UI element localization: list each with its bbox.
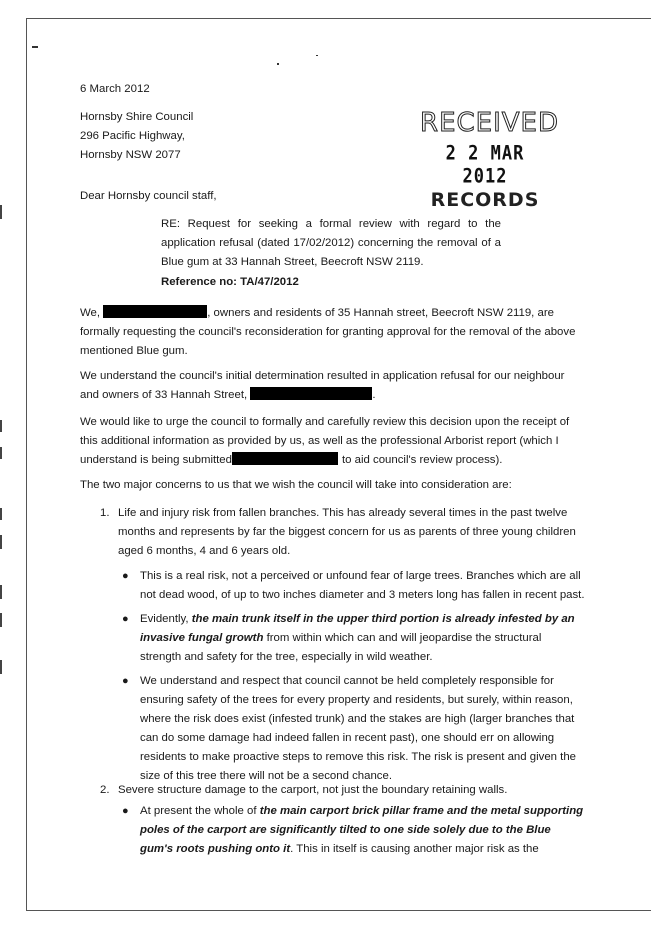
concern-2-number: 2.	[100, 784, 110, 796]
list-item	[118, 802, 585, 859]
scan-speck	[277, 63, 279, 65]
paragraph-1	[80, 304, 585, 361]
bullet-icon: ●	[122, 805, 129, 817]
paragraph-3	[80, 413, 585, 470]
scan-border-bottom	[26, 910, 651, 911]
redacted-submitter	[232, 452, 338, 465]
list-item	[118, 567, 585, 605]
paragraph-1-rest: , owners and residents of 35 Hannah street, Beecroft NSW 2119, are formally requesting the council's reconsideration for granting approval for the removal of the above mentioned Blue gum.	[80, 307, 576, 357]
paragraph-2-start: We understand the council's initial determination resulted in application refusal for our neighbour and owners of 33 Hannah Street,	[80, 370, 565, 401]
concern-1-number: 1.	[100, 507, 110, 519]
concern-1-text: Life and injury risk from fallen branches. This has already several times in the past twelve months and represents by far the biggest concern for us as parents of three young children aged 6 months, 4 and 6 years old.	[118, 507, 576, 557]
concern-1	[80, 504, 585, 791]
bullet-text: from within which can and will jeopardise the structural strength and safety for the tree, especially in wild weather.	[140, 632, 542, 663]
bullet-text: We understand and respect that council cannot be held completely responsible for ensuring safety of the trees for every property and residents, but surely, within reason, where the risk does exist (infested trunk) and the stakes are high (larger branches that can do some damage had indeed fallen in recent past), one should err on allowing residents to make proactive steps to remove this risk. The risk is present and given the size of this tree there will not be a second chance.	[140, 675, 576, 782]
bullet-icon: ●	[122, 613, 129, 625]
scan-speck	[316, 55, 318, 56]
paragraph-2	[80, 367, 585, 405]
paragraph-3-end: to aid council's review process).	[341, 454, 503, 466]
recipient-line-2: 296 Pacific Highway,	[80, 130, 185, 142]
scan-border-top	[26, 18, 651, 19]
bullet-emphasis: the main trunk itself in the upper third portion is already infested by an invasive fungal growth	[140, 613, 575, 644]
list-item	[118, 672, 585, 786]
stamp-records-text: RECORDS	[430, 189, 540, 211]
letter-date: 6 March 2012	[80, 83, 150, 95]
recipient-line-3: Hornsby NSW 2077	[80, 149, 181, 161]
list-item	[80, 781, 585, 859]
concern-2-text: Severe structure damage to the carport, not just the boundary retaining walls.	[118, 784, 508, 796]
stamp-received-text: RECEIVED	[420, 108, 559, 138]
concern-2-bullets	[118, 802, 585, 859]
stamp-date-text: 2 2 MAR 2012	[445, 142, 525, 188]
bullet-text: . This in itself is causing another major risk as the	[290, 843, 539, 855]
paragraph-4: The two major concerns to us that we wish the council will take into consideration are:	[80, 479, 512, 491]
reference-number: Reference no: TA/47/2012	[161, 276, 299, 288]
subject-line: RE: Request for seeking a formal review with regard to the application refusal (dated 17/02/2012) concerning the removal of a Blue gum at 33 Hannah Street, Beecroft NSW 2119.	[161, 218, 501, 268]
bullet-text: This is a real risk, not a perceived or unfound fear of large trees. Branches which are all not dead wood, of up to two inches diameter and 3 meters long has fallen in recent past.	[140, 570, 585, 601]
list-item	[118, 610, 585, 667]
binding-marks	[0, 0, 4, 937]
redacted-neighbour	[250, 387, 372, 400]
bullet-icon: ●	[122, 570, 129, 582]
paragraph-2-end: .	[372, 389, 376, 401]
salutation: Dear Hornsby council staff,	[80, 190, 217, 202]
list-item	[80, 504, 585, 786]
bullet-text: Evidently,	[140, 613, 192, 625]
redacted-names	[103, 305, 207, 318]
recipient-line-1: Hornsby Shire Council	[80, 111, 194, 123]
bullet-text: At present the whole of	[140, 805, 260, 817]
paragraph-3-start: We would like to urge the council to formally and carefully review this decision upon the receipt of this additional information as provided by us, as well as the professional Arborist report (which I understand is being submitted	[80, 416, 570, 466]
concern-1-bullets	[118, 567, 585, 786]
scan-border-left	[26, 18, 27, 911]
paragraph-1-start: We,	[80, 307, 101, 319]
scan-speck	[32, 46, 38, 48]
bullet-emphasis: the main carport brick pillar frame and the metal supporting poles of the carport are significantly tilted to one side solely due to the Blue gum's roots pushing onto it	[140, 805, 584, 855]
concern-2	[80, 781, 585, 864]
bullet-icon: ●	[122, 675, 129, 687]
